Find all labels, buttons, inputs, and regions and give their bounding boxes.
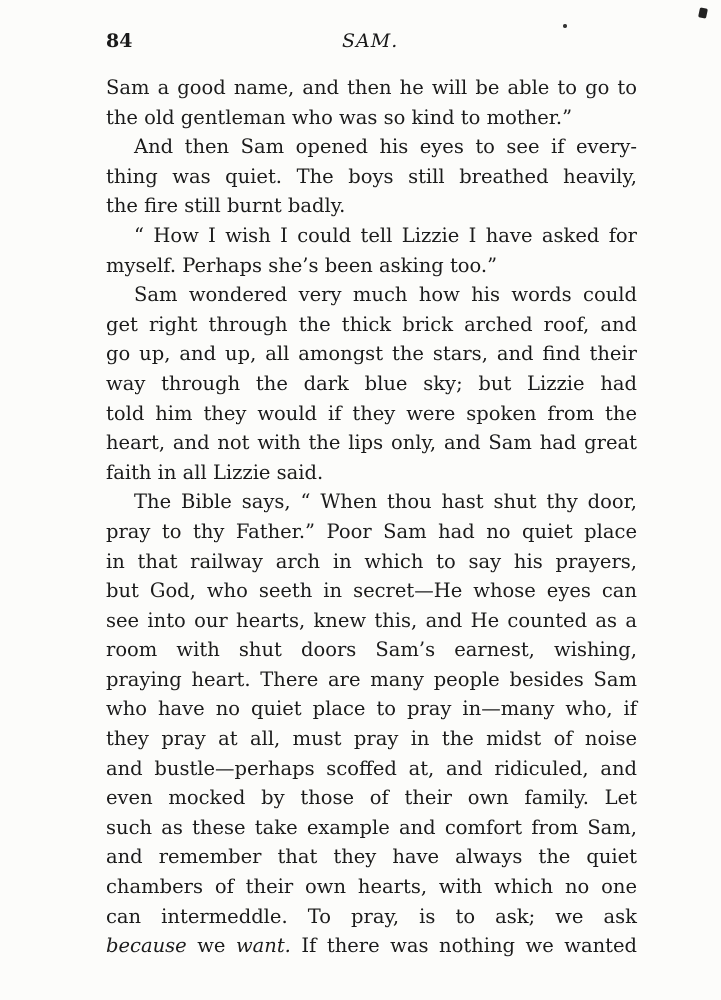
text-line: but God, who seeth in secret—He whose eyes can [106, 579, 637, 603]
text-line: told him they would if they were spoken from the [106, 401, 637, 425]
text-line: heart, and not with the lips only, and Sam had great [106, 431, 637, 455]
corner-blot-mark [698, 7, 708, 18]
text-line: “ How I wish I could tell Lizzie I have asked for [134, 223, 637, 247]
text-line: the fire still burnt badly. [106, 194, 346, 218]
text-line: go up, and up, all amongst the stars, and find their [106, 342, 637, 366]
text-line: thing was quiet. The boys still breathed heavily, [106, 164, 637, 188]
text-line: such as these take example and comfort from Sam, [106, 815, 637, 839]
text-fragment: we [186, 934, 236, 958]
text-line: And then Sam opened his eyes to see if every- [134, 135, 637, 159]
text-line: they pray at all, must pray in the midst of noise [106, 727, 637, 751]
text-line: get right through the thick brick arched roof, and [106, 312, 637, 336]
text-line: can intermeddle. To pray, is to ask; we ask [106, 904, 637, 928]
body-text [106, 73, 637, 961]
running-title: SAM. [342, 30, 399, 52]
text-line: Sam wondered very much how his words could [134, 283, 637, 307]
text-line: praying heart. There are many people besides Sam [106, 667, 637, 691]
text-line: and remember that they have always the quiet [106, 845, 637, 869]
text-line: in that railway arch in which to say his prayers, [106, 549, 637, 573]
italic-word: because [106, 934, 187, 958]
italic-word: want. [235, 934, 291, 958]
text-fragment: If there was nothing we wanted [290, 934, 637, 958]
text-line: way through the dark blue sky; but Lizzie had [106, 371, 637, 395]
text-line: even mocked by those of their own family. Let [106, 786, 637, 810]
text-line: myself. Perhaps she’s been asking too.” [106, 253, 498, 277]
final-text-line [106, 931, 637, 961]
text-line: the old gentleman who was so kind to mother.” [106, 105, 573, 129]
text-line: Sam a good name, and then he will be able to go to [106, 76, 637, 99]
page-number: 84 [106, 30, 133, 52]
text-line: and bustle—perhaps scoffed at, and ridiculed, and [106, 756, 637, 780]
text-line: chambers of their own hearts, with which no one [106, 875, 637, 899]
text-line: see into our hearts, knew this, and He counted as a [106, 608, 637, 632]
page-header [106, 28, 637, 62]
text-line: The Bible says, “ When thou hast shut thy door, [134, 490, 637, 514]
text-line: pray to thy Father.” Poor Sam had no quiet place [106, 519, 637, 543]
text-line: room with shut doors Sam’s earnest, wishing, [106, 638, 637, 662]
text-line: who have no quiet place to pray in—many who, if [106, 697, 637, 721]
text-line: faith in all Lizzie said. [106, 460, 324, 484]
